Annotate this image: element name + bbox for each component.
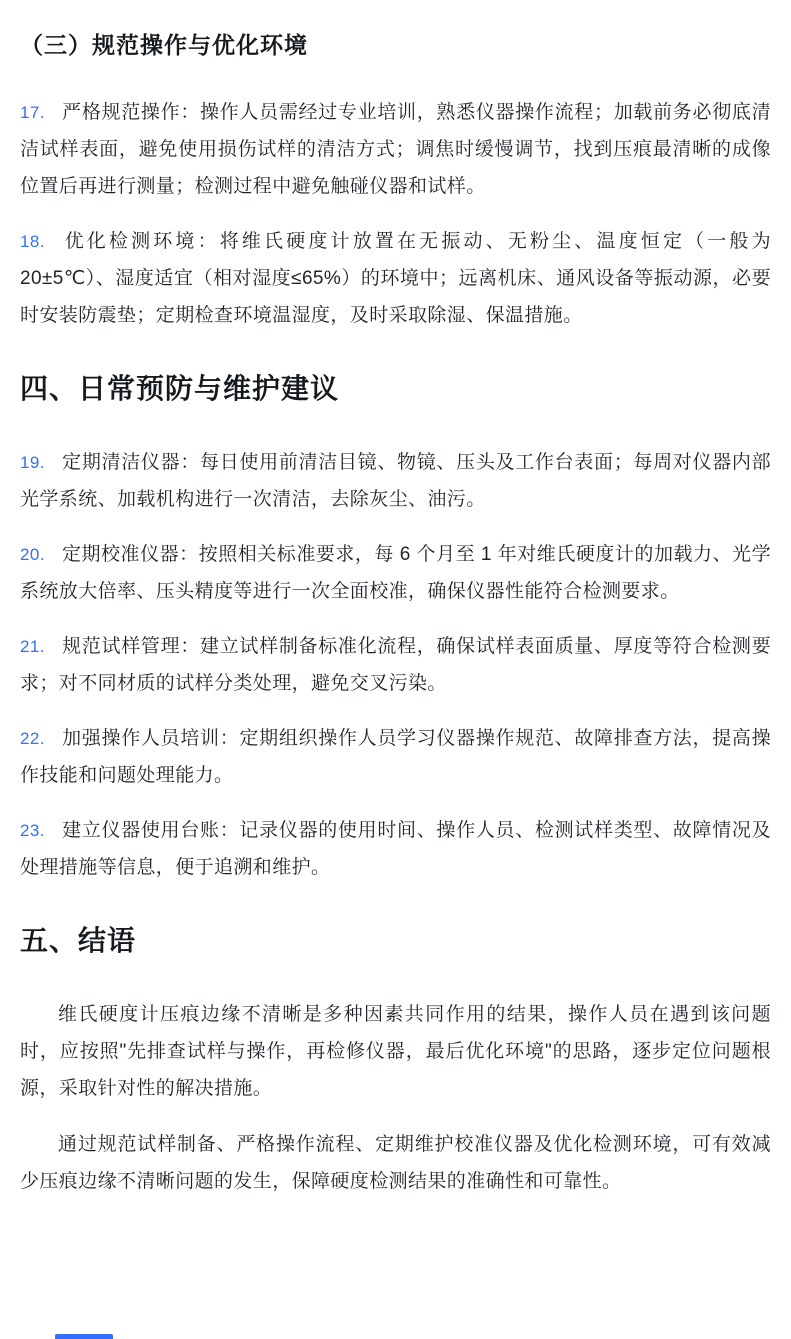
item-number-22: 22. [20, 729, 45, 748]
item-text-20: 定期校准仪器：按照相关标准要求，每 6 个月至 1 年对维氏硬度计的加载力、光学系统放大倍率、压头精度等进行一次全面校准，确保仪器性能符合检测要求。 [20, 544, 771, 602]
section-four-heading: 四、日常预防与维护建议 [20, 373, 340, 404]
item-number-20: 20. [20, 545, 45, 564]
item-number-23: 23. [20, 821, 45, 840]
item-text-21: 规范试样管理：建立试样制备标准化流程，确保试样表面质量、厚度等符合检测要求；对不同材质的试样分类处理，避免交叉污染。 [20, 636, 771, 694]
list-item-19 [20, 444, 771, 518]
closing-paragraph-2: 通过规范试样制备、严格操作流程、定期维护校准仪器及优化检测环境，可有效减少压痕边缘不清晰问题的发生，保障硬度检测结果的准确性和可靠性。 [20, 1134, 771, 1192]
item-number-18: 18. [20, 232, 45, 251]
list-item-21 [20, 628, 771, 702]
list-item-20 [20, 536, 771, 610]
item-text-17: 严格规范操作：操作人员需经过专业培训，熟悉仪器操作流程；加载前务必彻底清洁试样表面，避免使用损伤试样的清洁方式；调焦时缓慢调节，找到压痕最清晰的成像位置后再进行测量；检测过程中避免触碰仪器和试样。 [20, 102, 771, 197]
bottom-cutoff-blue-bar [55, 1334, 113, 1339]
item-number-17: 17. [20, 103, 45, 122]
item-text-23: 建立仪器使用台账：记录仪器的使用时间、操作人员、检测试样类型、故障情况及处理措施等信息，便于追溯和维护。 [20, 820, 771, 878]
item-text-18: 优化检测环境：将维氏硬度计放置在无振动、无粉尘、温度恒定（一般为 20±5℃）、湿度适宜（相对湿度≤65%）的环境中；远离机床、通风设备等振动源，必要时安装防震垫；定期检查环境温湿度，及时采取除湿、保温措施。 [20, 231, 771, 326]
section-three-heading: （三）规范操作与优化环境 [20, 32, 308, 58]
item-number-19: 19. [20, 453, 45, 472]
item-text-22: 加强操作人员培训：定期组织操作人员学习仪器操作规范、故障排查方法，提高操作技能和问题处理能力。 [20, 728, 771, 786]
section-five-heading: 五、结语 [20, 925, 137, 956]
list-item-22 [20, 720, 771, 794]
list-item-18 [20, 223, 771, 334]
closing-paragraph-1: 维氏硬度计压痕边缘不清晰是多种因素共同作用的结果，操作人员在遇到该问题时，应按照"先排查试样与操作，再检修仪器，最后优化环境"的思路，逐步定位问题根源，采取针对性的解决措施。 [20, 1004, 771, 1099]
item-text-19: 定期清洁仪器：每日使用前清洁目镜、物镜、压头及工作台表面；每周对仪器内部光学系统、加载机构进行一次清洁，去除灰尘、油污。 [20, 452, 771, 510]
list-item-23 [20, 812, 771, 886]
list-item-17 [20, 94, 771, 205]
item-number-21: 21. [20, 637, 45, 656]
